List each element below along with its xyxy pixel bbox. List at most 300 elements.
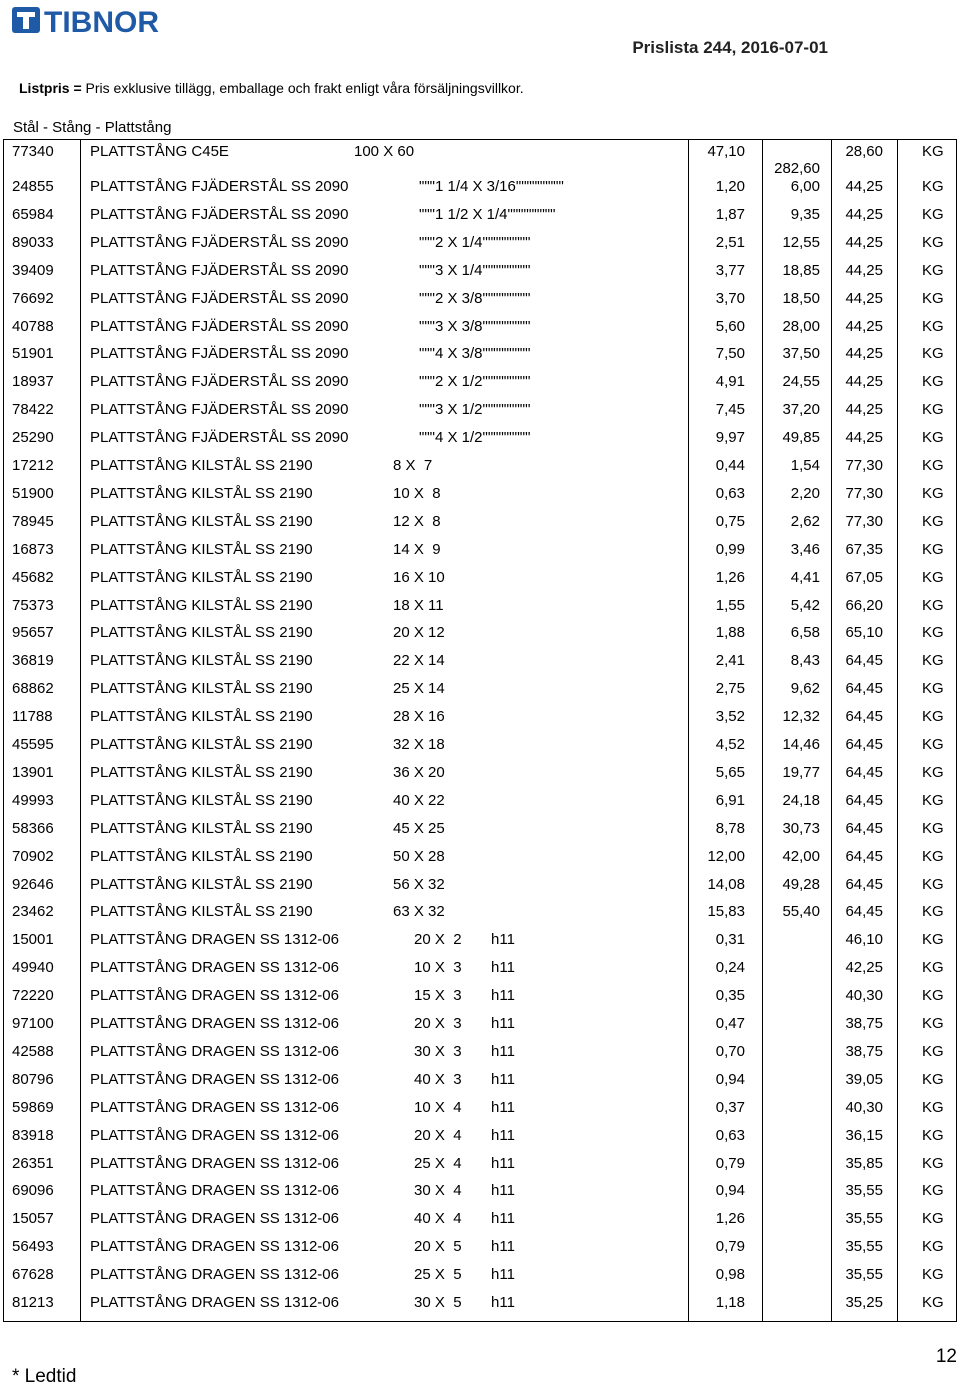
item-name: PLATTSTÅNG FJÄDERSTÅL SS 2090 <box>90 233 349 251</box>
item-kg-price: 35,55 <box>845 1182 883 1200</box>
item-total: 8,43 <box>790 652 820 670</box>
item-name: PLATTSTÅNG DRAGEN SS 1312-06 <box>90 1154 339 1172</box>
section-title: Stål - Stång - Plattstång <box>13 119 172 136</box>
item-price: 1,26 <box>715 1210 745 1228</box>
item-kg-price: 44,25 <box>845 401 883 419</box>
table-row <box>4 566 956 594</box>
item-id: 92646 <box>12 875 54 893</box>
item-id: 58366 <box>12 819 54 837</box>
item-price: 0,35 <box>715 987 745 1005</box>
item-price: 12,00 <box>707 847 745 865</box>
item-kg-price: 28,60 <box>845 143 883 160</box>
item-price: 7,45 <box>715 401 745 419</box>
item-id: 51901 <box>12 345 54 363</box>
item-price: 2,75 <box>715 680 745 698</box>
item-tolerance: h11 <box>491 1098 515 1116</box>
item-total: 55,40 <box>782 903 820 921</box>
table-row <box>4 1179 956 1207</box>
item-price: 4,91 <box>715 373 745 391</box>
table-row <box>4 594 956 622</box>
item-name: PLATTSTÅNG FJÄDERSTÅL SS 2090 <box>90 401 349 419</box>
table-row <box>4 1152 956 1180</box>
item-price: 47,10 <box>707 143 745 160</box>
table-row <box>4 1235 956 1263</box>
item-id: 72220 <box>12 987 54 1005</box>
item-dimension: 56 X 32 <box>393 875 445 893</box>
item-dimension: 40 X 4 <box>414 1210 462 1228</box>
item-dimension: 10 X 4 <box>414 1098 462 1116</box>
item-name: PLATTSTÅNG DRAGEN SS 1312-06 <box>90 1238 339 1256</box>
item-total: 6,58 <box>790 624 820 642</box>
item-id: 76692 <box>12 289 54 307</box>
item-name: PLATTSTÅNG KILSTÅL SS 2190 <box>90 540 313 558</box>
item-kg-price: 65,10 <box>845 624 883 642</box>
item-name: PLATTSTÅNG KILSTÅL SS 2190 <box>90 791 313 809</box>
tibnor-logo-icon <box>12 4 174 36</box>
item-dimension: 20 X 4 <box>414 1126 462 1144</box>
item-id: 11788 <box>12 708 53 726</box>
item-dimension: 30 X 5 <box>414 1294 462 1311</box>
table-row <box>4 956 956 984</box>
item-total: 18,50 <box>782 289 820 307</box>
item-price: 4,52 <box>715 736 745 753</box>
item-name: PLATTSTÅNG DRAGEN SS 1312-06 <box>90 959 339 977</box>
item-kg-price: 44,25 <box>845 317 883 335</box>
item-kg-price: 35,25 <box>845 1294 883 1311</box>
item-kg-price: 38,75 <box>845 1042 883 1060</box>
table-row <box>4 342 956 370</box>
item-total: 19,77 <box>782 763 820 781</box>
item-price: 0,75 <box>715 512 745 530</box>
item-dimension: 18 X 11 <box>393 596 444 614</box>
item-kg-price: 64,45 <box>845 652 883 670</box>
item-unit: KG <box>922 1070 944 1088</box>
table-row <box>4 426 956 454</box>
table-row <box>4 231 956 259</box>
item-tolerance: h11 <box>491 1238 515 1256</box>
item-price: 2,41 <box>715 652 745 670</box>
item-kg-price: 64,45 <box>845 847 883 865</box>
item-unit: KG <box>922 624 944 642</box>
item-price: 15,83 <box>707 903 745 921</box>
item-total: 1,54 <box>790 457 820 474</box>
item-id: 65984 <box>12 205 54 223</box>
item-dimension: 32 X 18 <box>393 736 445 753</box>
table-row <box>4 928 956 956</box>
item-tolerance: h11 <box>491 1070 515 1088</box>
item-name: PLATTSTÅNG DRAGEN SS 1312-06 <box>90 1182 339 1200</box>
table-row <box>4 140 956 168</box>
item-name: PLATTSTÅNG KILSTÅL SS 2190 <box>90 819 313 837</box>
item-dimension: """3 X 1/4""""""""" <box>419 261 531 279</box>
item-unit: KG <box>922 1015 944 1032</box>
item-dimension: 20 X 5 <box>414 1238 462 1256</box>
item-id: 78945 <box>12 512 54 530</box>
item-kg-price: 44,25 <box>845 233 883 251</box>
item-total: 37,20 <box>782 401 820 419</box>
table-row <box>4 677 956 705</box>
item-unit: KG <box>922 763 944 781</box>
item-unit: KG <box>922 1182 944 1200</box>
listpris-text: Pris exklusive tillägg, emballage och frakt enligt våra försäljningsvillkor. <box>81 80 524 96</box>
item-name: PLATTSTÅNG KILSTÅL SS 2190 <box>90 652 313 670</box>
item-kg-price: 35,55 <box>845 1266 883 1284</box>
item-unit: KG <box>922 652 944 670</box>
item-dimension: 45 X 25 <box>393 819 445 837</box>
table-row <box>4 733 956 761</box>
item-id: 56493 <box>12 1238 54 1256</box>
item-price: 14,08 <box>707 875 745 893</box>
item-id: 49940 <box>12 959 54 977</box>
item-kg-price: 77,30 <box>845 457 883 474</box>
listpris-label: Listpris = <box>19 80 82 96</box>
item-kg-price: 67,05 <box>845 568 883 586</box>
item-id: 23462 <box>12 903 54 921</box>
item-name: PLATTSTÅNG KILSTÅL SS 2190 <box>90 736 313 753</box>
table-row <box>4 203 956 231</box>
item-dimension: 15 X 3 <box>414 987 462 1005</box>
item-unit: KG <box>922 791 944 809</box>
item-kg-price: 36,15 <box>845 1126 883 1144</box>
item-kg-price: 64,45 <box>845 708 883 726</box>
item-price: 2,51 <box>715 233 745 251</box>
item-unit: KG <box>922 205 944 223</box>
item-total: 24,55 <box>782 373 820 391</box>
item-dimension: 40 X 3 <box>414 1070 462 1088</box>
table-row <box>4 705 956 733</box>
item-kg-price: 40,30 <box>845 987 883 1005</box>
item-kg-price: 77,30 <box>845 512 883 530</box>
item-id: 15001 <box>12 931 54 949</box>
table-row <box>4 1068 956 1096</box>
item-unit: KG <box>922 1266 944 1284</box>
item-unit: KG <box>922 373 944 391</box>
item-kg-price: 40,30 <box>845 1098 883 1116</box>
item-price: 0,94 <box>715 1182 745 1200</box>
item-dimension: 50 X 28 <box>393 847 445 865</box>
table-row <box>4 259 956 287</box>
table-row <box>4 1040 956 1068</box>
item-id: 36819 <box>12 652 54 670</box>
item-unit: KG <box>922 736 944 753</box>
table-row <box>4 789 956 817</box>
item-tolerance: h11 <box>491 1015 515 1032</box>
item-name: PLATTSTÅNG FJÄDERSTÅL SS 2090 <box>90 373 349 391</box>
table-row <box>4 398 956 426</box>
item-dimension: 16 X 10 <box>393 568 445 586</box>
item-price: 0,63 <box>715 1126 745 1144</box>
item-dimension: """4 X 3/8""""""""" <box>419 345 531 363</box>
item-name: PLATTSTÅNG KILSTÅL SS 2190 <box>90 568 313 586</box>
item-kg-price: 44,25 <box>845 429 883 447</box>
item-total: 42,00 <box>782 847 820 865</box>
item-tolerance: h11 <box>491 987 515 1005</box>
item-name: PLATTSTÅNG KILSTÅL SS 2190 <box>90 763 313 781</box>
item-id: 78422 <box>12 401 54 419</box>
item-dimension: 22 X 14 <box>393 652 445 670</box>
item-kg-price: 38,75 <box>845 1015 883 1032</box>
item-unit: KG <box>922 1098 944 1116</box>
item-tolerance: h11 <box>491 1126 515 1144</box>
item-dimension: """2 X 1/4""""""""" <box>419 233 531 251</box>
item-tolerance: h11 <box>491 1042 515 1060</box>
item-kg-price: 64,45 <box>845 791 883 809</box>
table-row <box>4 817 956 845</box>
table-row <box>4 761 956 789</box>
item-dimension: """3 X 3/8""""""""" <box>419 317 531 335</box>
item-name: PLATTSTÅNG KILSTÅL SS 2190 <box>90 875 313 893</box>
item-id: 59869 <box>12 1098 54 1116</box>
item-name: PLATTSTÅNG FJÄDERSTÅL SS 2090 <box>90 205 349 223</box>
item-kg-price: 46,10 <box>845 931 883 949</box>
item-total: 49,85 <box>782 429 820 447</box>
item-total: 28,00 <box>782 317 820 335</box>
item-dimension: 30 X 3 <box>414 1042 462 1060</box>
table-row <box>4 873 956 901</box>
item-total: 30,73 <box>782 819 820 837</box>
table-row <box>4 984 956 1012</box>
item-id: 25290 <box>12 429 54 447</box>
table-row <box>4 175 956 203</box>
item-unit: KG <box>922 1294 944 1311</box>
item-unit: KG <box>922 959 944 977</box>
item-dimension: 28 X 16 <box>393 708 445 726</box>
item-kg-price: 44,25 <box>845 178 883 195</box>
item-unit: KG <box>922 987 944 1005</box>
table-row <box>4 845 956 873</box>
item-price: 1,88 <box>715 624 745 642</box>
item-total: 4,41 <box>790 568 820 586</box>
item-kg-price: 66,20 <box>845 596 883 614</box>
item-unit: KG <box>922 401 944 419</box>
item-id: 18937 <box>12 373 54 391</box>
item-unit: KG <box>922 1042 944 1060</box>
item-unit: KG <box>922 289 944 307</box>
item-id: 89033 <box>12 233 54 251</box>
item-name: PLATTSTÅNG DRAGEN SS 1312-06 <box>90 1126 339 1144</box>
table-row <box>4 538 956 566</box>
item-name: PLATTSTÅNG KILSTÅL SS 2190 <box>90 847 313 865</box>
table-row <box>4 1291 956 1319</box>
item-price: 0,79 <box>715 1238 745 1256</box>
item-price: 0,98 <box>715 1266 745 1284</box>
item-id: 83918 <box>12 1126 54 1144</box>
item-id: 67628 <box>12 1266 54 1284</box>
item-unit: KG <box>922 512 944 530</box>
item-unit: KG <box>922 233 944 251</box>
item-price: 8,78 <box>715 819 745 837</box>
item-kg-price: 44,25 <box>845 289 883 307</box>
item-kg-price: 77,30 <box>845 484 883 502</box>
item-dimension: """2 X 1/2""""""""" <box>419 373 531 391</box>
item-price: 0,47 <box>715 1015 745 1032</box>
extra-value: 282,60 <box>774 160 820 177</box>
item-unit: KG <box>922 903 944 921</box>
item-total: 14,46 <box>782 736 820 753</box>
item-price: 9,97 <box>715 429 745 447</box>
pricelist-title: Prislista 244, 2016-07-01 <box>632 38 828 57</box>
item-unit: KG <box>922 345 944 363</box>
table-row <box>4 510 956 538</box>
item-name: PLATTSTÅNG KILSTÅL SS 2190 <box>90 708 313 726</box>
item-price: 0,44 <box>715 457 745 474</box>
item-tolerance: h11 <box>491 1182 515 1200</box>
item-kg-price: 64,45 <box>845 680 883 698</box>
logo <box>12 4 174 36</box>
item-kg-price: 64,45 <box>845 763 883 781</box>
item-name: PLATTSTÅNG DRAGEN SS 1312-06 <box>90 1015 339 1032</box>
item-dimension: 25 X 5 <box>414 1266 462 1284</box>
item-name: PLATTSTÅNG FJÄDERSTÅL SS 2090 <box>90 345 349 363</box>
listpris-note <box>19 80 524 96</box>
item-kg-price: 44,25 <box>845 261 883 279</box>
item-name: PLATTSTÅNG DRAGEN SS 1312-06 <box>90 1098 339 1116</box>
item-price: 0,94 <box>715 1070 745 1088</box>
item-kg-price: 35,85 <box>845 1154 883 1172</box>
item-price: 0,63 <box>715 484 745 502</box>
item-total: 2,20 <box>790 484 820 502</box>
item-unit: KG <box>922 1126 944 1144</box>
table-row <box>4 900 956 928</box>
item-name: PLATTSTÅNG DRAGEN SS 1312-06 <box>90 1294 339 1311</box>
item-dimension: 10 X 8 <box>393 484 441 502</box>
item-tolerance: h11 <box>491 1266 515 1284</box>
item-price: 1,20 <box>715 178 745 195</box>
item-price: 1,26 <box>715 568 745 586</box>
item-price: 5,65 <box>715 763 745 781</box>
logo-text: TIBNOR <box>44 6 159 36</box>
item-name: PLATTSTÅNG C45E <box>90 143 229 160</box>
item-name: PLATTSTÅNG KILSTÅL SS 2190 <box>90 512 313 530</box>
item-kg-price: 64,45 <box>845 875 883 893</box>
item-price: 5,60 <box>715 317 745 335</box>
item-price: 3,70 <box>715 289 745 307</box>
item-total: 2,62 <box>790 512 820 530</box>
item-unit: KG <box>922 708 944 726</box>
item-unit: KG <box>922 680 944 698</box>
item-name: PLATTSTÅNG DRAGEN SS 1312-06 <box>90 1266 339 1284</box>
price-table <box>3 139 957 1322</box>
item-name: PLATTSTÅNG DRAGEN SS 1312-06 <box>90 1070 339 1088</box>
item-dimension: 63 X 32 <box>393 903 445 921</box>
item-name: PLATTSTÅNG DRAGEN SS 1312-06 <box>90 987 339 1005</box>
item-kg-price: 39,05 <box>845 1070 883 1088</box>
item-name: PLATTSTÅNG DRAGEN SS 1312-06 <box>90 1210 339 1228</box>
item-price: 0,31 <box>715 931 745 949</box>
item-total: 6,00 <box>790 178 820 195</box>
item-unit: KG <box>922 317 944 335</box>
item-kg-price: 67,35 <box>845 540 883 558</box>
item-id: 26351 <box>12 1154 54 1172</box>
item-dimension: 20 X 2 <box>414 931 462 949</box>
item-id: 75373 <box>12 596 54 614</box>
table-row <box>4 482 956 510</box>
item-id: 81213 <box>12 1294 54 1311</box>
item-name: PLATTSTÅNG KILSTÅL SS 2190 <box>90 484 313 502</box>
item-dimension: """4 X 1/2""""""""" <box>419 429 531 447</box>
table-row <box>4 1096 956 1124</box>
item-price: 6,91 <box>715 791 745 809</box>
item-name: PLATTSTÅNG KILSTÅL SS 2190 <box>90 903 313 921</box>
item-id: 13901 <box>12 763 54 781</box>
table-row <box>4 287 956 315</box>
item-total: 9,35 <box>790 205 820 223</box>
item-kg-price: 44,25 <box>845 205 883 223</box>
item-price: 0,79 <box>715 1154 745 1172</box>
table-row <box>4 649 956 677</box>
page-number: 12 <box>935 1346 957 1367</box>
item-unit: KG <box>922 819 944 837</box>
item-id: 51900 <box>12 484 54 502</box>
item-unit: KG <box>922 596 944 614</box>
item-name: PLATTSTÅNG FJÄDERSTÅL SS 2090 <box>90 178 349 195</box>
item-dimension: 36 X 20 <box>393 763 445 781</box>
item-price: 3,77 <box>715 261 745 279</box>
footnote: * Ledtid <box>12 1366 77 1387</box>
item-name: PLATTSTÅNG FJÄDERSTÅL SS 2090 <box>90 317 349 335</box>
item-unit: KG <box>922 1154 944 1172</box>
item-unit: KG <box>922 261 944 279</box>
item-dimension: 20 X 3 <box>414 1015 462 1032</box>
item-total: 37,50 <box>782 345 820 363</box>
item-unit: KG <box>922 178 944 195</box>
item-unit: KG <box>922 429 944 447</box>
table-row <box>4 1012 956 1040</box>
item-id: 42588 <box>12 1042 54 1060</box>
table-row <box>4 1207 956 1235</box>
item-unit: KG <box>922 847 944 865</box>
item-id: 49993 <box>12 791 54 809</box>
table-row <box>4 1263 956 1291</box>
table-row <box>4 1124 956 1152</box>
item-tolerance: h11 <box>491 1210 515 1228</box>
item-unit: KG <box>922 875 944 893</box>
item-kg-price: 42,25 <box>845 959 883 977</box>
item-dimension: """1 1/4 X 3/16""""""""" <box>419 178 564 195</box>
item-unit: KG <box>922 568 944 586</box>
item-unit: KG <box>922 484 944 502</box>
item-name: PLATTSTÅNG KILSTÅL SS 2190 <box>90 457 313 474</box>
item-id: 17212 <box>12 457 54 474</box>
item-price: 1,87 <box>715 205 745 223</box>
item-tolerance: h11 <box>491 931 515 949</box>
item-dimension: 25 X 14 <box>393 680 445 698</box>
item-total: 18,85 <box>782 261 820 279</box>
item-total: 49,28 <box>782 875 820 893</box>
item-id: 15057 <box>12 1210 54 1228</box>
item-id: 69096 <box>12 1182 54 1200</box>
item-dimension: 40 X 22 <box>393 791 445 809</box>
item-unit: KG <box>922 143 944 160</box>
table-row <box>4 315 956 343</box>
item-price: 0,99 <box>715 540 745 558</box>
item-id: 97100 <box>12 1015 54 1032</box>
item-kg-price: 64,45 <box>845 736 883 753</box>
item-id: 24855 <box>12 178 54 195</box>
table-row <box>4 370 956 398</box>
item-total: 12,55 <box>782 233 820 251</box>
item-id: 77340 <box>12 143 54 160</box>
item-id: 80796 <box>12 1070 54 1088</box>
item-tolerance: h11 <box>491 1154 515 1172</box>
item-dimension: """3 X 1/2""""""""" <box>419 401 531 419</box>
item-kg-price: 64,45 <box>845 819 883 837</box>
item-total: 3,46 <box>790 540 820 558</box>
item-id: 95657 <box>12 624 54 642</box>
item-dimension: 25 X 4 <box>414 1154 462 1172</box>
item-dimension: 100 X 60 <box>354 143 415 160</box>
item-name: PLATTSTÅNG KILSTÅL SS 2190 <box>90 680 313 698</box>
